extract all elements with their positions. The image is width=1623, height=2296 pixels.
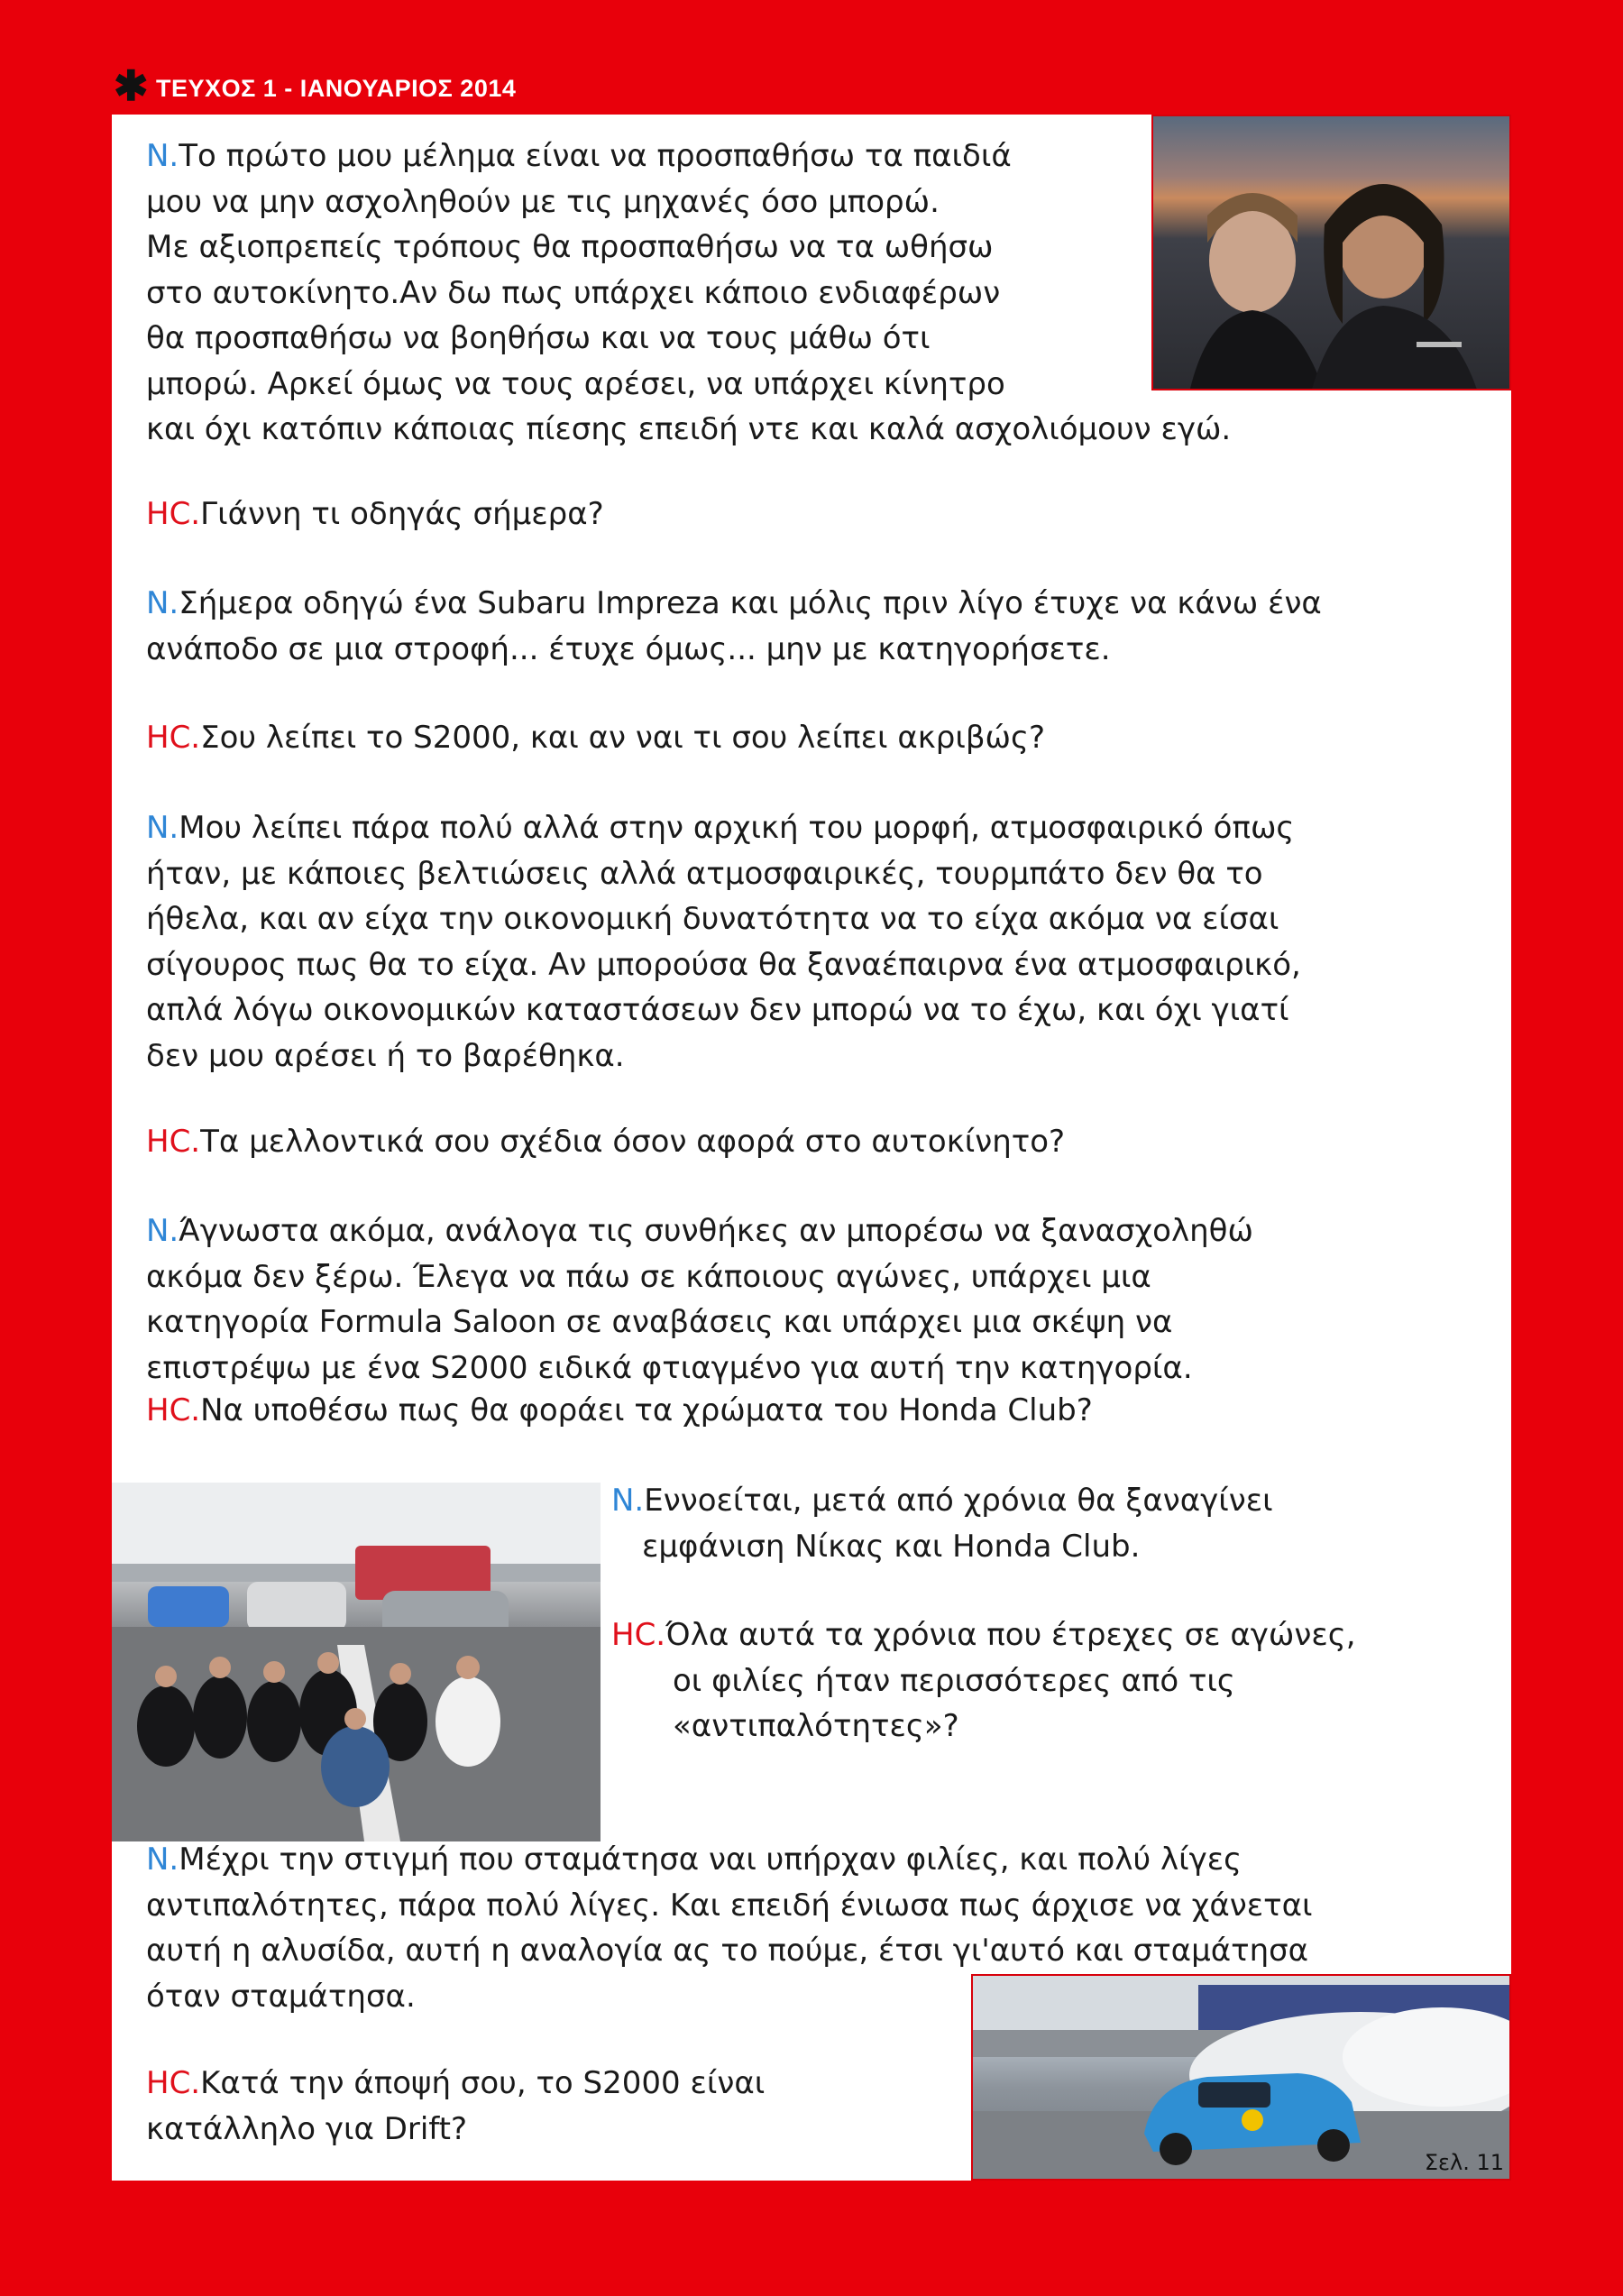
text-line: Σήμερα οδηγώ ένα Subaru Impreza και μόλις πριν λίγο έτυχε να κάνω ένα <box>179 585 1322 621</box>
question-paragraph <box>146 715 1045 761</box>
text-line: οι φιλίες ήταν περισσότερες από τις <box>673 1662 1235 1699</box>
text-line: Όλα αυτά τα χρόνια που έτρεχες σε αγώνες, <box>665 1617 1356 1653</box>
speaker-label: HC. <box>146 496 201 532</box>
answer-paragraph <box>146 133 1231 453</box>
text-line: Σου λείπει το S2000, και αν ναι τι σου λείπει ακριβώς? <box>200 720 1046 756</box>
question-paragraph <box>146 1388 1093 1434</box>
answer-paragraph <box>146 581 1322 672</box>
text-line: ακόμα δεν ξέρω. Έλεγα να πάω σε κάποιους αγώνες, υπάρχει μια <box>146 1258 1151 1295</box>
text-line: Μέχρι την στιγμή που σταμάτησα ναι υπήρχαν φιλίες, και πολύ λίγες <box>179 1841 1242 1878</box>
speaker-label: HC. <box>146 1124 201 1160</box>
speaker-label: N. <box>146 1841 179 1878</box>
text-line: ήθελα, και αν είχα την οικονομική δυνατότητα να το είχα ακόμα να είσαι <box>146 901 1279 937</box>
text-line: ήταν, με κάποιες βελτιώσεις αλλά ατμοσφαιρικές, τουρμπάτο δεν θα το <box>146 855 1263 892</box>
speaker-label: N. <box>146 1213 179 1249</box>
text-line: Τα μελλοντικά σου σχέδια όσον αφορά στο αυτοκίνητο? <box>200 1124 1066 1160</box>
speaker-label: N. <box>146 810 179 846</box>
text-line: «αντιπαλότητες»? <box>673 1708 959 1744</box>
text-line: απλά λόγω οικονομικών καταστάσεων δεν μπορώ να το έχω, και όχι γιατί <box>146 992 1289 1028</box>
answer-paragraph <box>611 1478 1273 1569</box>
text-line: θα προσπαθήσω να βοηθήσω και να τους μάθω ότι <box>146 320 931 356</box>
page-content <box>112 115 1511 2181</box>
text-line: και όχι κατόπιν κάποιας πίεσης επειδή ντε και καλά ασχολιόμουν εγώ. <box>146 411 1232 447</box>
text-line: μπορώ. Αρκεί όμως να τους αρέσει, να υπάρχει κίνητρο <box>146 365 1005 402</box>
answer-paragraph <box>146 1837 1313 2019</box>
speaker-label: HC. <box>146 2065 201 2101</box>
speaker-label: N. <box>146 585 179 621</box>
text-line: Εννοείται, μετά από χρόνια θα ξαναγίνει <box>644 1483 1273 1519</box>
team-group-photo <box>112 1483 601 1841</box>
page-number: Σελ. 11 <box>1424 2150 1504 2175</box>
team-group-photo-illustration <box>112 1483 601 1841</box>
text-line: Κατά την άποψή σου, το S2000 είναι <box>200 2065 766 2101</box>
question-paragraph <box>146 2061 765 2152</box>
speaker-label: HC. <box>146 1392 201 1428</box>
text-line: στο αυτοκίνητο.Αν δω πως υπάρχει κάποιο ενδιαφέρων <box>146 274 1001 311</box>
text-line: κατάλληλο για Drift? <box>146 2110 468 2147</box>
text-line: ανάποδο σε μια στροφή... έτυχε όμως... μην με κατηγορήσετε. <box>146 630 1111 667</box>
text-line: σίγουρος πως θα το είχα. Αν μπορούσα θα ξαναέπαιρνα ένα ατμοσφαιρικό, <box>146 946 1301 983</box>
speaker-label: N. <box>146 138 179 174</box>
question-paragraph <box>146 491 604 537</box>
text-line: Με αξιοπρεπείς τρόπους θα προσπαθήσω να τα ωθήσω <box>146 229 994 265</box>
text-line: κατηγορία Formula Saloon σε αναβάσεις και υπάρχει μια σκέψη να <box>146 1304 1173 1340</box>
speaker-label: N. <box>611 1483 645 1519</box>
question-paragraph <box>611 1612 1356 1750</box>
text-line: δεν μου αρέσει ή το βαρέθηκα. <box>146 1037 625 1074</box>
text-line: επιστρέψω με ένα S2000 ειδικά φτιαγμένο για αυτή την κατηγορία. <box>146 1349 1193 1386</box>
text-line: μου να μην ασχοληθούν με τις μηχανές όσο μπορώ. <box>146 183 940 220</box>
speaker-label: HC. <box>611 1617 666 1653</box>
text-line: Να υποθέσω πως θα φοράει τα χρώματα του Honda Club? <box>200 1392 1093 1428</box>
text-line: όταν σταμάτησα. <box>146 1978 416 2015</box>
answer-paragraph <box>146 1208 1253 1391</box>
answer-paragraph <box>146 805 1301 1079</box>
issue-label: ΤΕΥΧΟΣ 1 - ΙΑΝΟΥΑΡΙΟΣ 2014 <box>156 74 517 102</box>
speaker-label: HC. <box>146 720 201 756</box>
question-paragraph <box>146 1119 1065 1165</box>
issue-header <box>114 62 517 109</box>
text-line: Άγνωστα ακόμα, ανάλογα τις συνθήκες αν μπορέσω να ξανασχοληθώ <box>179 1213 1253 1249</box>
text-line: εμφάνιση Νίκας και Honda Club. <box>642 1528 1141 1565</box>
text-line: Γιάννη τι οδηγάς σήμερα? <box>200 496 604 532</box>
text-line: Μου λείπει πάρα πολύ αλλά στην αρχική του μορφή, ατμοσφαιρικό όπως <box>179 810 1295 846</box>
text-line: αυτή η αλυσίδα, αυτή η αναλογία ας το πούμε, έτσι γι'αυτό και σταμάτησα <box>146 1933 1309 1969</box>
text-line: αντιπαλότητες, πάρα πολύ λίγες. Και επειδή ένιωσα πως άρχισε να χάνεται <box>146 1887 1313 1924</box>
text-line: Το πρώτο μου μέλημα είναι να προσπαθήσω τα παιδιά <box>179 138 1012 174</box>
asterisk-icon: ✱ <box>114 62 150 109</box>
